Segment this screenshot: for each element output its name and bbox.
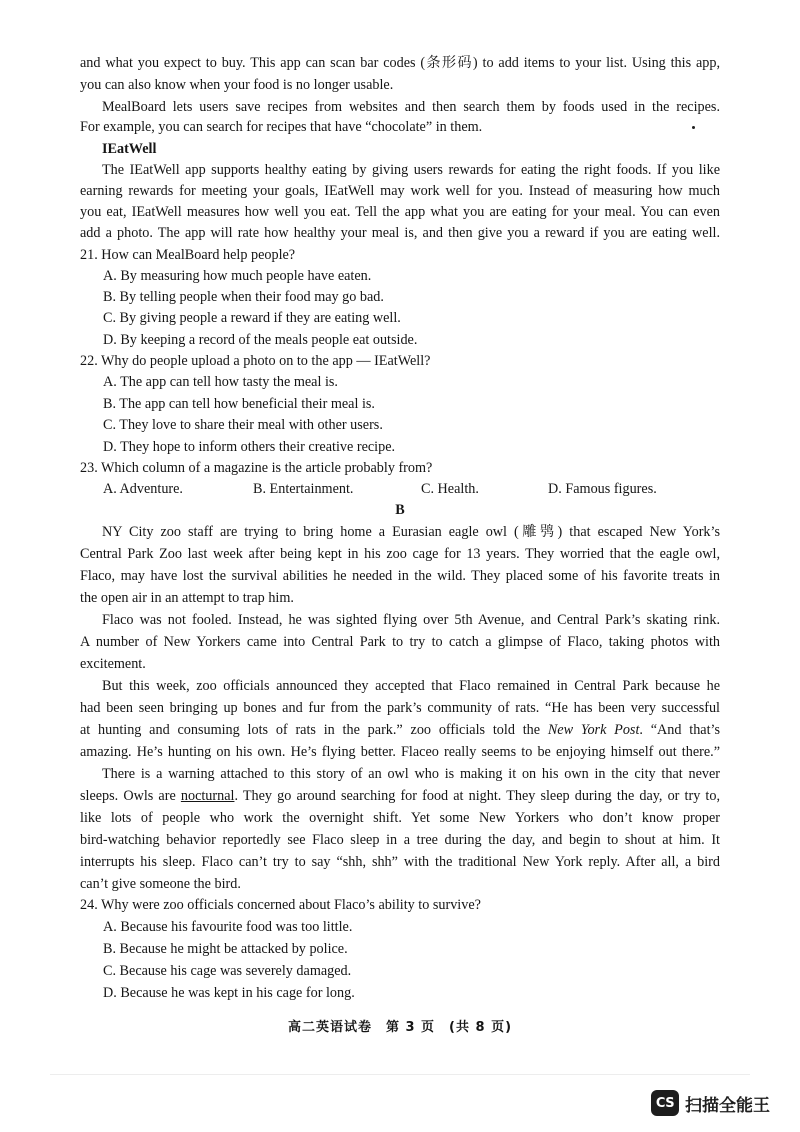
question-24-option-b: B. Because he might be attacked by police. bbox=[103, 941, 348, 957]
section-b-p3-line-2: had been seen bringing up bones and fur from the park’s community of rats. “He has been very successful bbox=[80, 700, 720, 716]
question-22-stem: 22. Why do people upload a photo on to the app — IEatWell? bbox=[80, 353, 431, 369]
section-b-p3-line-3 bbox=[80, 720, 720, 741]
section-b-p3-line-4: amazing. He’s hunting on his own. He’s flying better. Flaceo really seems to be enjoying himself out there.” bbox=[80, 744, 720, 760]
passage-a-line-7: earning rewards for meeting your goals, IEatWell may work well for you. Instead of measuring how much bbox=[80, 183, 720, 199]
camscanner-watermark bbox=[651, 1088, 770, 1118]
question-24-option-c: C. Because his cage was severely damaged. bbox=[103, 963, 352, 979]
section-b-p1-line-3: Flaco, may have lost the survival abilities he needed in the wild. They placed some of his favorite treats in bbox=[80, 568, 720, 584]
question-21-option-c: C. By giving people a reward if they are eating well. bbox=[103, 310, 401, 326]
question-23-options bbox=[103, 479, 720, 500]
question-22-option-b: B. The app can tell how beneficial their meal is. bbox=[103, 396, 375, 412]
p3-line-3-text-before: at hunting and consuming lots of rats in the park.” zoo officials told the bbox=[80, 722, 548, 738]
section-b-p1-line-4: the open air in an attempt to trap him. bbox=[80, 590, 294, 606]
section-b-p4-line-2 bbox=[80, 786, 720, 807]
page-footer: 高二英语试卷 第 3 页 (共 8 页) bbox=[287, 1020, 513, 1035]
question-22-option-d: D. They hope to inform others their creative recipe. bbox=[103, 439, 396, 455]
question-21-option-a: A. By measuring how much people have eaten. bbox=[103, 268, 372, 284]
ieatwell-heading: IEatWell bbox=[102, 141, 157, 157]
section-b-p1-line-2: Central Park Zoo last week after being kept in his zoo cage for 13 years. They worried that the eagle owl, bbox=[80, 546, 720, 562]
section-b-p2-line-2: A number of New Yorkers came into Central Park to try to catch a glimpse of Flaco, taking photos with bbox=[80, 634, 720, 650]
question-23-stem: 23. Which column of a magazine is the article probably from? bbox=[80, 460, 433, 476]
question-21-option-d: D. By keeping a record of the meals people eat outside. bbox=[103, 332, 418, 348]
question-24-stem: 24. Why were zoo officials concerned about Flaco’s ability to survive? bbox=[80, 897, 481, 913]
passage-a-line-4: For example, you can search for recipes that have “chocolate” in them. bbox=[80, 119, 483, 135]
p4-line-2-text-before: sleeps. Owls are bbox=[80, 788, 181, 804]
camscanner-logo-icon: CS bbox=[651, 1090, 679, 1116]
p3-line-3-text-after: . “And that’s bbox=[639, 722, 720, 738]
question-21-stem: 21. How can MealBoard help people? bbox=[80, 247, 296, 263]
passage-a-line-8: you eat, IEatWell measures how well you eat. Tell the app what you are eating for your meal. You can even bbox=[80, 204, 720, 220]
question-21-option-b: B. By telling people when their food may go bad. bbox=[103, 289, 384, 305]
question-23-option-d: D. Famous figures. bbox=[548, 481, 657, 497]
section-b-p4-line-4: bird-watching behavior reportedly see Flaco sleep in a tree during the day, and begin to shout at him. It bbox=[80, 832, 720, 848]
camscanner-label: 扫描全能王 bbox=[685, 1095, 770, 1116]
newspaper-title: New York Post bbox=[547, 722, 640, 738]
section-b-p4-line-6: can’t give someone the bird. bbox=[80, 876, 241, 892]
question-22-option-a: A. The app can tell how tasty the meal is. bbox=[103, 374, 338, 390]
section-b-p4-line-5: interrupts his sleep. Flaco can’t try to say “shh, shh” with the traditional New York reply. After all, a bird bbox=[80, 854, 720, 870]
section-b-p2-line-3: excitement. bbox=[80, 656, 146, 672]
question-22-option-c: C. They love to share their meal with other users. bbox=[103, 417, 383, 433]
passage-a-line-2: you can also know when your food is no longer usable. bbox=[80, 77, 394, 93]
question-24-option-d: D. Because he was kept in his cage for long. bbox=[103, 985, 355, 1001]
section-b-p4-line-3: like lots of people who work the overnight shift. Yet some New Yorkers who don’t know proper bbox=[80, 810, 720, 826]
passage-a-line-9: add a photo. The app will rate how healthy your meal is, and then give you a reward if you are eating well. bbox=[80, 225, 720, 241]
section-b-p1-line-1: NY City zoo staff are trying to bring home a Eurasian eagle owl (雕鸮) that escaped New York’s bbox=[102, 524, 720, 540]
section-b-p2-line-1: Flaco was not fooled. Instead, he was sighted flying over 5th Avenue, and Central Park’s skating rink. bbox=[102, 612, 720, 628]
underlined-word-nocturnal: nocturnal bbox=[180, 788, 235, 804]
section-b-heading: B bbox=[395, 502, 405, 518]
divider-line bbox=[50, 1074, 750, 1075]
stray-dot-mark bbox=[692, 126, 695, 129]
question-23-option-c: C. Health. bbox=[421, 481, 479, 497]
question-23-option-b: B. Entertainment. bbox=[253, 481, 354, 497]
question-23-option-a: A. Adventure. bbox=[103, 481, 183, 497]
passage-a-line-3: MealBoard lets users save recipes from websites and then search them by foods used in the recipes. bbox=[102, 99, 720, 115]
p4-line-2-text-after: . They go around searching for food at night. They sleep during the day, or try to, bbox=[234, 788, 721, 804]
passage-a-line-6: The IEatWell app supports healthy eating by giving users rewards for eating the right foods. If you like bbox=[102, 162, 720, 178]
section-b-p3-line-1: But this week, zoo officials announced they accepted that Flaco remained in Central Park because he bbox=[102, 678, 720, 694]
section-b-p4-line-1: There is a warning attached to this story of an owl who is making it on his own in the city that never bbox=[102, 766, 720, 782]
question-24-option-a: A. Because his favourite food was too little. bbox=[103, 919, 353, 935]
passage-a-line-1: and what you expect to buy. This app can scan bar codes (条形码) to add items to your list. Using this app, bbox=[80, 55, 720, 71]
